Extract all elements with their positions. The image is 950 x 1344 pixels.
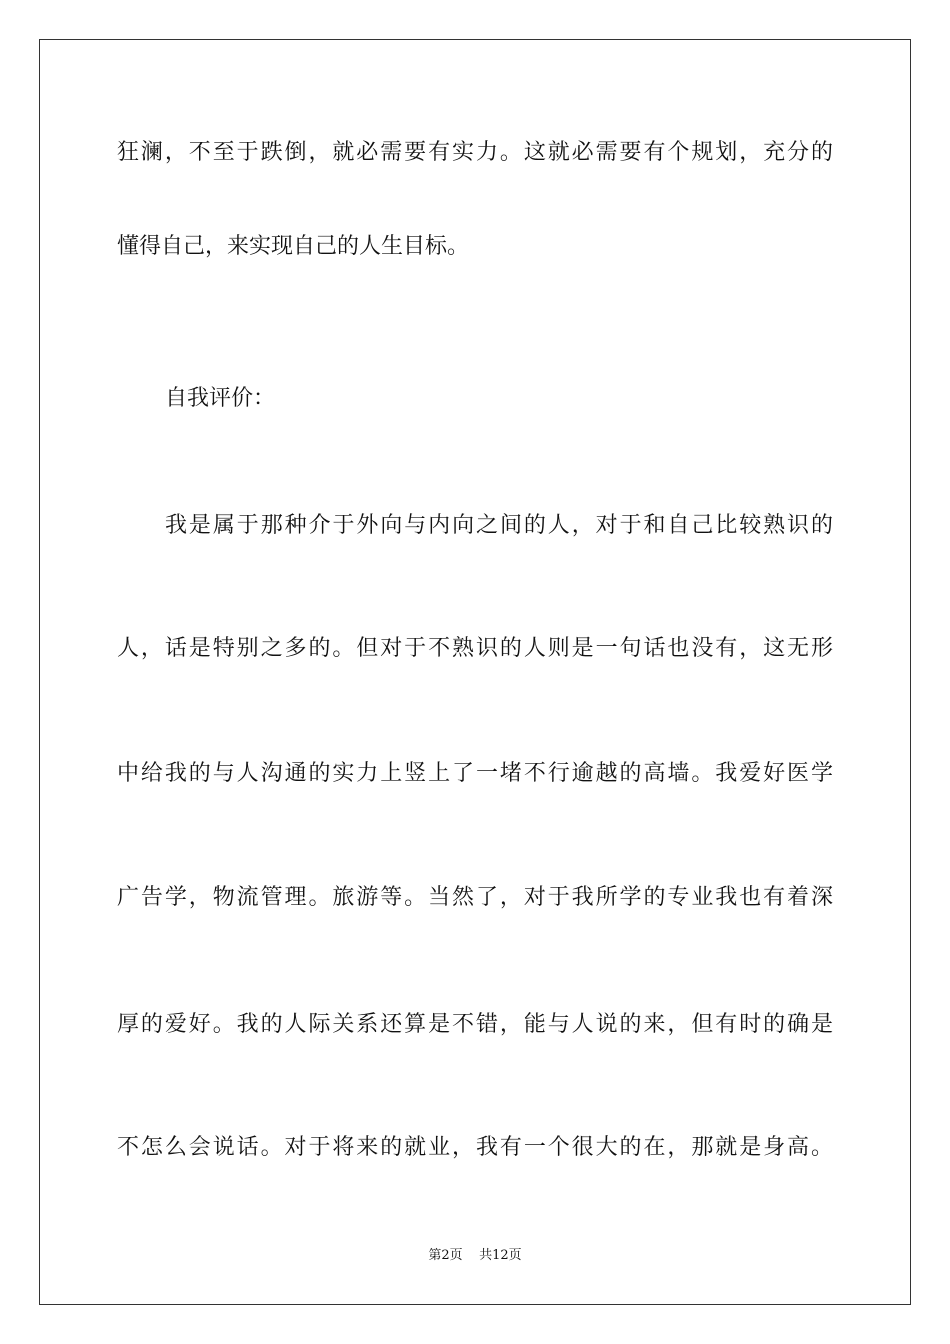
paragraph-line-7: 广告学，物流管理。旅游等。当然了，对于我所学的专业我也有着深 [117, 885, 833, 910]
page-total: 共12页 [479, 1248, 522, 1263]
paragraph-line-9: 不怎么会说话。对于将来的就业，我有一个很大的在，那就是身高。 [117, 1135, 833, 1160]
paragraph-line-1: 狂澜，不至于跌倒，就必需要有实力。这就必需要有个规划，充分的 [117, 140, 833, 165]
page-footer [0, 1247, 950, 1265]
section-heading-self-evaluation: 自我评价： [165, 386, 276, 411]
page-border [39, 39, 911, 1305]
paragraph-line-6: 中给我的与人沟通的实力上竖上了一堵不行逾越的高墙。我爱好医学 [117, 761, 833, 786]
paragraph-line-8: 厚的爱好。我的人际关系还算是不错，能与人说的来，但有时的确是 [117, 1012, 833, 1037]
paragraph-line-2: 懂得自己，来实现自己的人生目标。 [117, 234, 470, 259]
page-number: 第2页 [428, 1248, 463, 1263]
paragraph-line-5: 人，话是特别之多的。但对于不熟识的人则是一句话也没有，这无形 [117, 636, 833, 661]
paragraph-line-4: 我是属于那种介于外向与内向之间的人，对于和自己比较熟识的 [165, 513, 833, 538]
